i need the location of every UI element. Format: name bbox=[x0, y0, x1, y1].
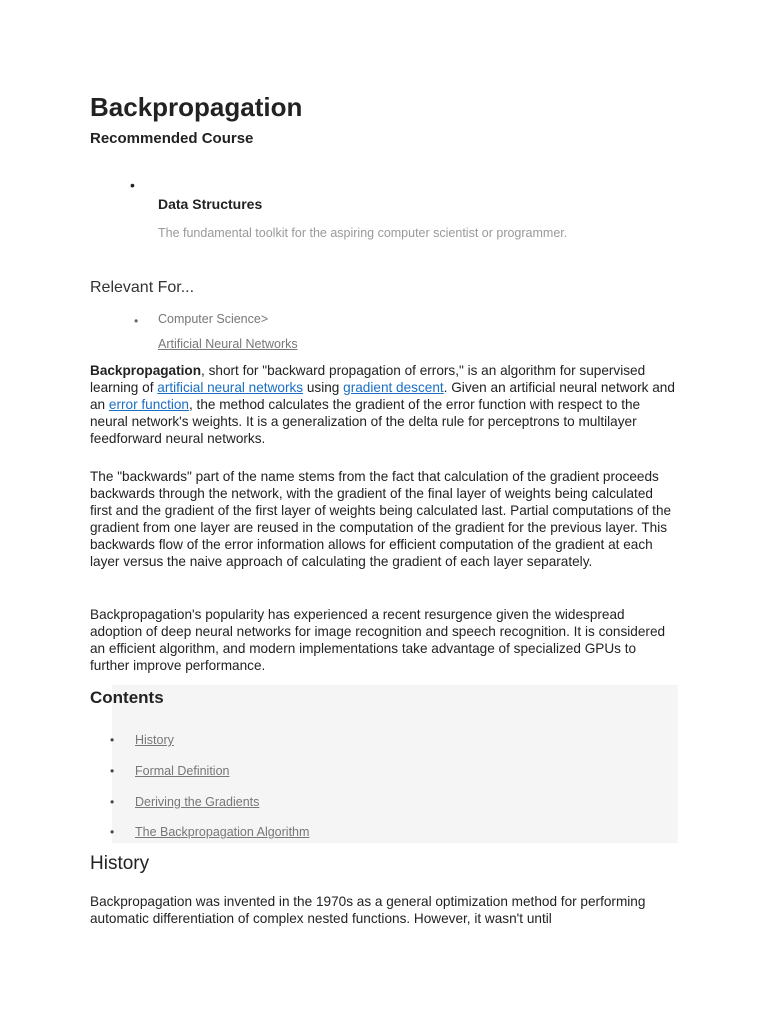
toc-link-deriving-gradients[interactable]: Deriving the Gradients bbox=[135, 795, 260, 809]
toc-link-history[interactable]: History bbox=[135, 733, 174, 747]
bullet-icon: • bbox=[110, 825, 115, 839]
popularity-paragraph: Backpropagation's popularity has experienced a recent resurgence given the widespread adoption of deep neural networks for image recognition and speech recognition. It is considered an efficient algorithm, and modern implementations take advantage of specialized GPUs to further improve performance. bbox=[90, 607, 666, 673]
paragraph-text: , the method calculates the gradient of the error function with respect to the neural network's weights. It is a generalization of the delta rule for perceptrons to multilayer feedforward neural networks. bbox=[90, 397, 641, 446]
relevant-for-heading: Relevant For... bbox=[90, 279, 195, 296]
history-heading: History bbox=[90, 853, 150, 874]
intro-paragraph bbox=[90, 362, 675, 447]
course-description: The fundamental toolkit for the aspiring computer scientist or programmer. bbox=[158, 226, 568, 240]
paragraph-text: . Given an artificial neural network and an bbox=[90, 380, 675, 412]
bullet-icon: • bbox=[110, 764, 115, 778]
paragraph-text: , short for "backward propagation of errors," is an algorithm for supervised learning of bbox=[90, 363, 646, 395]
backwards-paragraph: The "backwards" part of the name stems from the fact that calculation of the gradient proceeds backwards through the network, with the gradient of the final layer of weights being calculated first and the gradient of the first layer of weights being calculated last. Partial computations of the gradient from one layer are reused in the computation of the gradient for the previous layer. This backwards flow of the error information allows for efficient computation of the gradient at each layer versus the naive approach of calculating the gradient of each layer separately. bbox=[90, 469, 672, 569]
bullet-icon: • bbox=[134, 314, 139, 328]
link-error-function[interactable]: error function bbox=[108, 397, 189, 412]
contents-heading: Contents bbox=[90, 688, 164, 707]
paragraph-text: using bbox=[303, 380, 344, 395]
relevant-category: Computer Science> bbox=[158, 312, 269, 326]
page-title: Backpropagation bbox=[90, 92, 303, 122]
bullet-icon: • bbox=[110, 795, 115, 809]
toc-link-formal-definition[interactable]: Formal Definition bbox=[135, 764, 230, 778]
link-gradient-descent[interactable]: gradient descent bbox=[343, 380, 444, 395]
relevant-topic-link[interactable]: Artificial Neural Networks bbox=[158, 337, 298, 351]
link-artificial-neural-networks[interactable]: artificial neural networks bbox=[157, 380, 304, 395]
bullet-icon: • bbox=[110, 733, 115, 747]
course-title[interactable]: Data Structures bbox=[158, 196, 263, 212]
table-of-contents bbox=[90, 685, 678, 843]
contents-background bbox=[112, 685, 678, 703]
term-bold: Backpropagation bbox=[90, 363, 202, 378]
bullet-icon: • bbox=[130, 177, 135, 193]
history-paragraph: Backpropagation was invented in the 1970s as a general optimization method for performing automatic differentiation of complex nested functions. However, it wasn't until bbox=[90, 894, 646, 926]
toc-link-backprop-algorithm[interactable]: The Backpropagation Algorithm bbox=[135, 825, 310, 839]
recommended-course-label: Recommended Course bbox=[90, 130, 254, 147]
